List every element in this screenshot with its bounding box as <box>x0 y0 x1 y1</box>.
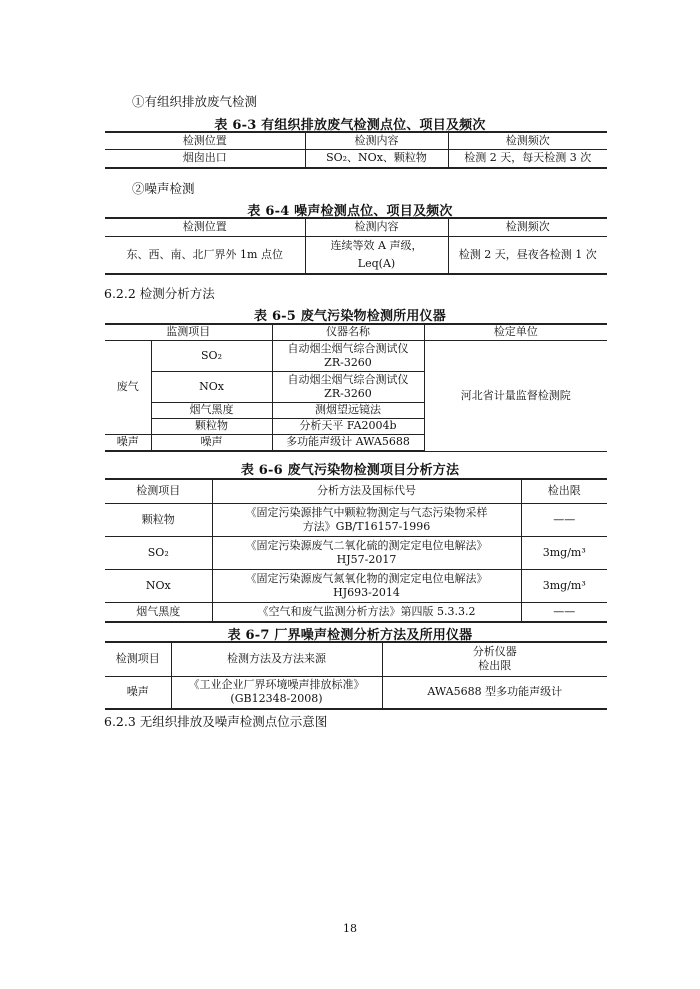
method-line: 方法》GB/T16157-1996 <box>302 519 431 533</box>
table-cell <box>171 676 382 709</box>
table-cell: SO₂ <box>151 340 272 371</box>
table-cell: SO₂、NOx、颗粒物 <box>305 149 448 168</box>
table-6-7-caption: 表 6-7 厂界噪声检测分析方法及所用仪器 <box>227 628 473 643</box>
table-cell: 烟囱出口 <box>105 149 305 168</box>
method-line: HJ57-2017 <box>336 552 397 566</box>
table-cell: 颗粒物 <box>105 503 212 536</box>
table-header-cell <box>382 642 607 676</box>
table-cell: 颗粒物 <box>151 418 272 434</box>
table-cell: —— <box>521 503 607 536</box>
table-cell: 多功能声级计 AWA5688 <box>272 434 424 451</box>
table-cell: 烟气黑度 <box>105 602 212 622</box>
method-line: 《固定污染源废气氮氧化物的测定定电位电解法》 <box>245 571 488 585</box>
table-header-cell: 分析方法及国标代号 <box>212 479 521 503</box>
table-cell: 噪声 <box>151 434 272 451</box>
table-cell: NOx <box>105 569 212 602</box>
table-cell <box>272 340 424 371</box>
content-line: 连续等效 A 声级， <box>330 238 423 252</box>
table-cell <box>212 569 521 602</box>
header-line: 分析仪器 <box>472 645 517 659</box>
table-6-3 <box>105 131 607 169</box>
instrument-line: ZR-3260 <box>324 355 372 369</box>
table-header-cell: 检测位置 <box>105 218 305 236</box>
content-line: Leq(A) <box>357 256 396 270</box>
method-line: (GB12348-2008) <box>230 692 323 706</box>
table-6-6-caption: 表 6-6 废气污染物检测项目分析方法 <box>240 463 460 478</box>
table-cell: 东、西、南、北厂界外 1m 点位 <box>105 236 305 274</box>
table-6-3-caption: 表 6-3 有组织排放废气检测点位、项目及频次 <box>214 118 486 133</box>
table-cell <box>272 371 424 402</box>
table-cell <box>212 503 521 536</box>
method-line: 《固定污染源排气中颗粒物测定与气态污染物采样 <box>245 505 488 519</box>
method-line: 《工业企业厂界环境噪声排放标准》 <box>188 678 365 692</box>
table-6-6 <box>105 478 607 623</box>
header-line: 检出限 <box>478 659 512 673</box>
table-cell: 3mg/m³ <box>521 569 607 602</box>
table-cell: 3mg/m³ <box>521 536 607 569</box>
section-heading-noise: ②噪声检测 <box>132 181 195 196</box>
table-header-cell: 检测频次 <box>448 132 607 149</box>
table-header-cell: 检出限 <box>521 479 607 503</box>
table-cell: 检测 2 天，昼夜各检测 1 次 <box>448 236 607 274</box>
table-6-4 <box>105 217 607 275</box>
table-cell: —— <box>521 602 607 622</box>
instrument-line: 自动烟尘烟气综合测试仪 <box>287 372 409 386</box>
table-6-5-caption: 表 6-5 废气污染物检测所用仪器 <box>254 309 446 324</box>
group-cell-exhaust-gas: 废气 <box>105 340 151 434</box>
table-cell: SO₂ <box>105 536 212 569</box>
method-line: 《固定污染源废气二氧化硫的测定定电位电解法》 <box>245 538 488 552</box>
table-6-7 <box>105 641 607 710</box>
table-6-4-caption: 表 6-4 噪声检测点位、项目及频次 <box>247 204 453 219</box>
table-header-cell: 检定单位 <box>424 324 607 340</box>
table-header-cell: 检测方法及方法来源 <box>171 642 382 676</box>
table-header-cell: 检测位置 <box>105 132 305 149</box>
table-cell: 《空气和废气监测分析方法》第四版 5.3.3.2 <box>212 602 521 622</box>
table-cell <box>212 536 521 569</box>
page-number: 18 <box>343 922 357 935</box>
group-cell-noise: 噪声 <box>105 434 151 451</box>
table-header-cell: 检测内容 <box>305 132 448 149</box>
calibration-unit-cell: 河北省计量监督检测院 <box>424 340 607 451</box>
table-header-cell: 检测频次 <box>448 218 607 236</box>
method-line: HJ693-2014 <box>333 585 400 599</box>
table-6-5 <box>105 323 607 452</box>
section-heading-analysis-method: 6.2.2 检测分析方法 <box>104 286 215 301</box>
table-header-cell: 仪器名称 <box>272 324 424 340</box>
table-header-cell: 监测项目 <box>105 324 272 340</box>
section-heading-monitoring-points-diagram: 6.2.3 无组织排放及噪声检测点位示意图 <box>104 714 328 729</box>
instrument-line: 自动烟尘烟气综合测试仪 <box>287 341 409 355</box>
table-header-cell: 检测项目 <box>105 642 171 676</box>
table-header-cell: 检测项目 <box>105 479 212 503</box>
table-cell: 测烟望远镜法 <box>272 402 424 418</box>
table-cell: NOx <box>151 371 272 402</box>
table-cell <box>305 236 448 274</box>
section-heading-organized-emission: ①有组织排放废气检测 <box>132 94 258 109</box>
table-cell: 烟气黑度 <box>151 402 272 418</box>
table-cell: 分析天平 FA2004b <box>272 418 424 434</box>
table-header-cell: 检测内容 <box>305 218 448 236</box>
table-cell: AWA5688 型多功能声级计 <box>382 676 607 709</box>
table-cell: 噪声 <box>105 676 171 709</box>
instrument-line: ZR-3260 <box>324 386 372 400</box>
table-cell: 检测 2 天，每天检测 3 次 <box>448 149 607 168</box>
